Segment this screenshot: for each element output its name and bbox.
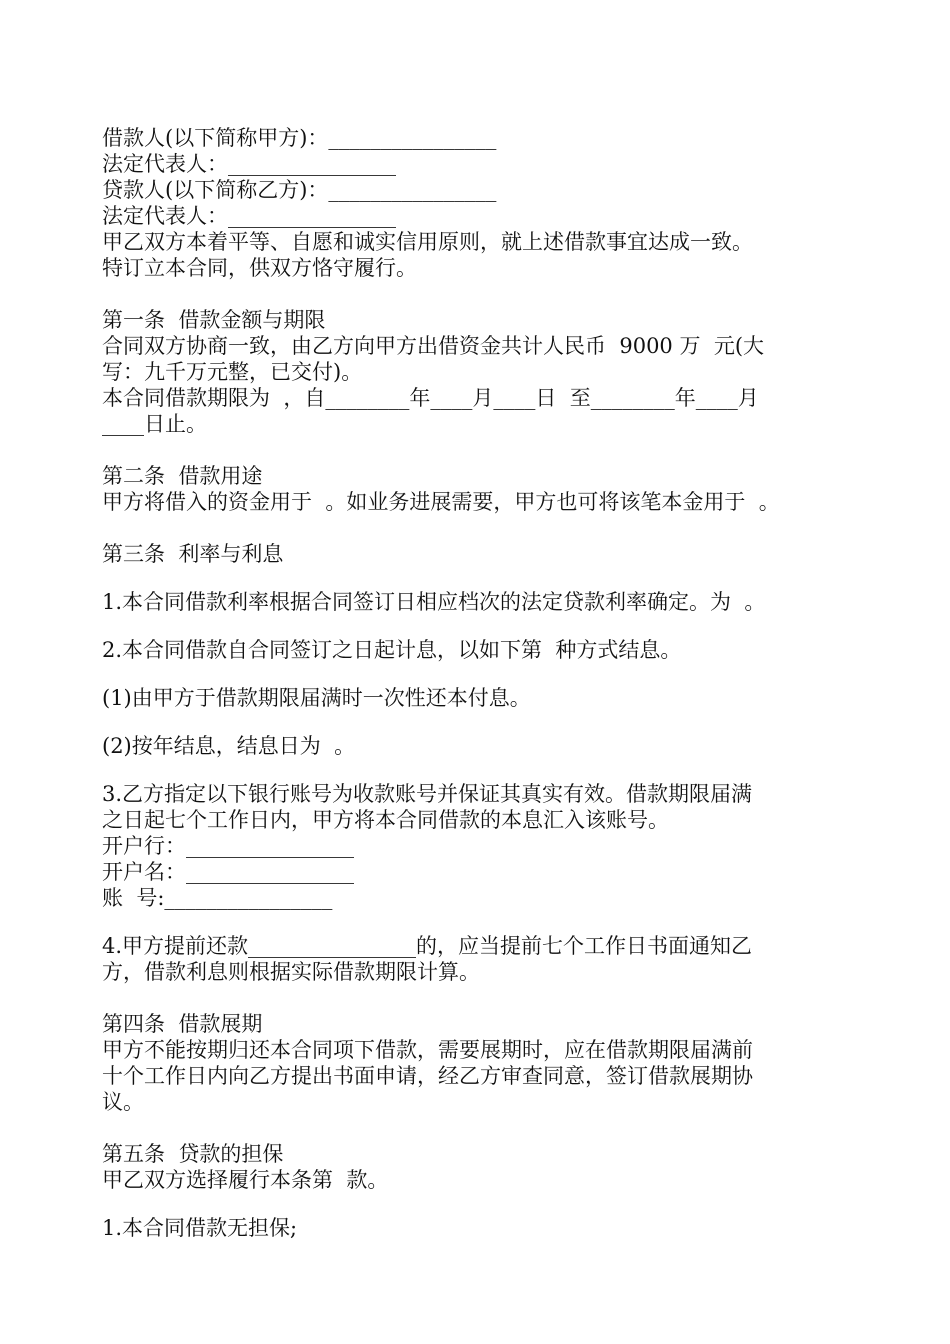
article-5-title: 第五条 贷款的担保 [102,1142,284,1166]
article-5-text: 甲乙双方选择履行本条第 款。 [102,1168,389,1192]
article-3-title: 第三条 利率与利息 [102,542,284,566]
article-1-text: 合同双方协商一致，由乙方向甲方出借资金共计人民币 9000 万 元(大 [102,334,765,358]
intro-paragraph-line: 特订立本合同，供双方恪守履行。 [102,256,417,280]
spacer [102,515,862,541]
article-1-term: 本合同借款期限为 ，自________年____月____日 至________年____月 [102,386,759,410]
spacer [102,985,862,1011]
article-3-item-4: 4.甲方提前还款________________的，应当提前七个工作日书面通知乙 [102,934,753,958]
article-3-item-2: 2.本合同借款自合同签订之日起计息，以如下第 种方式结息。 [102,638,682,662]
article-4-text: 甲方不能按期归还本合同项下借款，需要展期时，应在借款期限届满前 [102,1038,753,1062]
lender-representative-field: 法定代表人：________________ [102,204,396,228]
spacer [102,437,862,463]
account-name-field: 开户名：________________ [102,860,354,884]
article-4-text: 十个工作日内向乙方提出书面申请，经乙方审查同意，签订借款展期协 [102,1064,753,1088]
borrower-representative-field: 法定代表人：________________ [102,152,396,176]
lender-field: 贷款人(以下简称乙方)：________________ [102,178,497,202]
article-3-item-2a: (1)由甲方于借款期限届满时一次性还本付息。 [102,686,531,710]
article-3-item-2b: (2)按年结息，结息日为 。 [102,734,356,758]
spacer [102,663,862,685]
bank-field: 开户行：________________ [102,834,354,858]
article-3-item-3: 之日起七个工作日内，甲方将本合同借款的本息汇入该账号。 [102,808,669,832]
article-3-item-1: 1.本合同借款利率根据合同签订日相应档次的法定贷款利率确定。为 。 [102,590,766,614]
intro-paragraph-line: 甲乙双方本着平等、自愿和诚实信用原则，就上述借款事宜达成一致。 [102,230,753,254]
article-3-item-4: 方，借款利息则根据实际借款期限计算。 [102,960,480,984]
account-number-field: 账 号:________________ [102,886,333,910]
borrower-field: 借款人(以下简称甲方)：________________ [102,126,497,150]
spacer [102,911,862,933]
article-4-title: 第四条 借款展期 [102,1012,263,1036]
article-1-text: 写：九千万元整，已交付)。 [102,360,363,384]
article-4-text: 议。 [102,1090,144,1114]
contract-document [102,125,862,1241]
spacer [102,1193,862,1215]
article-5-item-1: 1.本合同借款无担保; [102,1216,298,1240]
article-2-text: 甲方将借入的资金用于 。如业务进展需要，甲方也可将该笔本金用于 。 [102,490,780,514]
spacer [102,281,862,307]
spacer [102,615,862,637]
article-3-item-3: 3.乙方指定以下银行账号为收款账号并保证其真实有效。借款期限届满 [102,782,753,806]
spacer [102,759,862,781]
article-1-term: ____日止。 [102,412,207,436]
article-1-title: 第一条 借款金额与期限 [102,308,326,332]
spacer [102,567,862,589]
spacer [102,1115,862,1141]
spacer [102,711,862,733]
article-2-title: 第二条 借款用途 [102,464,263,488]
